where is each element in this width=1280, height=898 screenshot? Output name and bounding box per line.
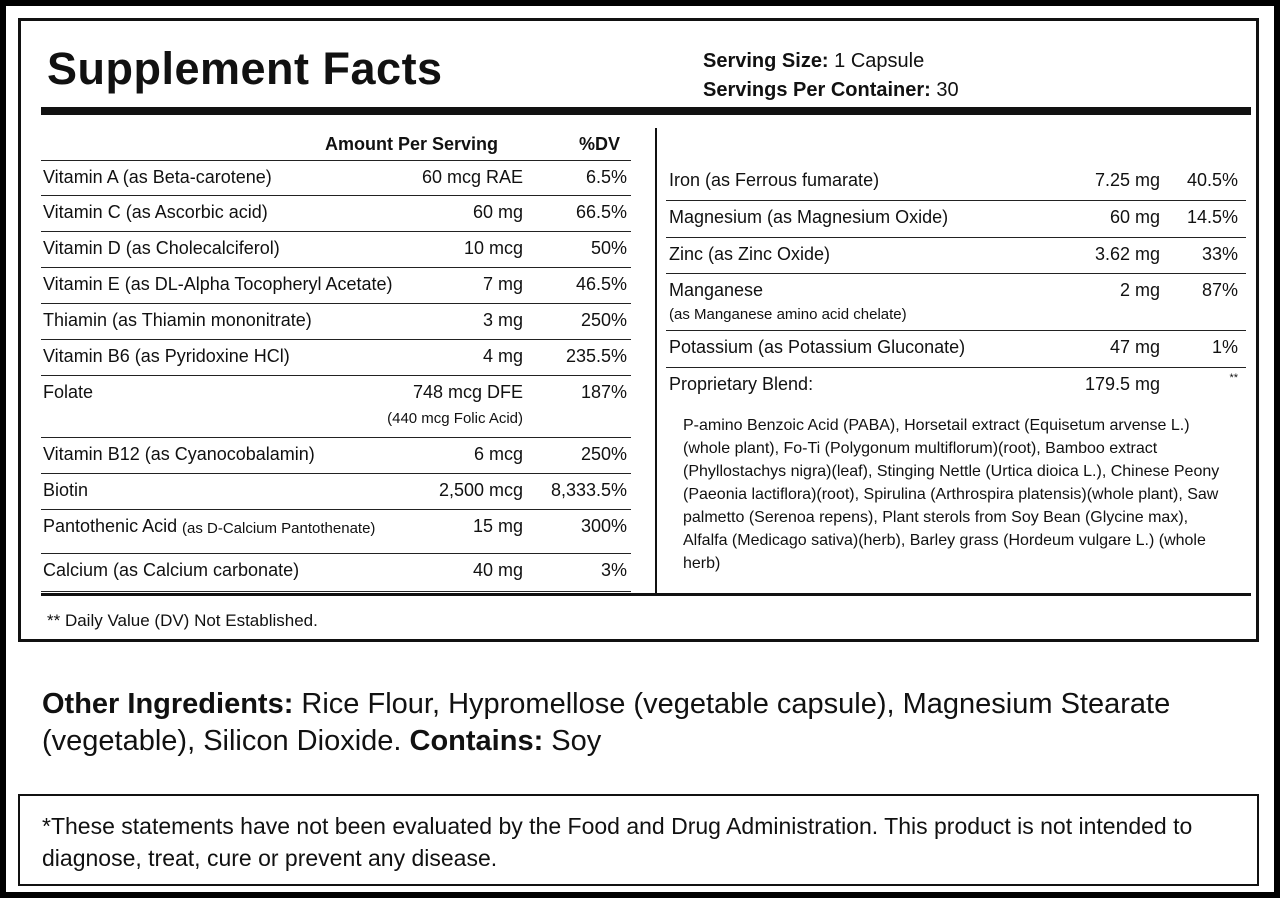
- nutrient-amount: 15 mg: [472, 516, 523, 536]
- nutrient-row: [41, 268, 631, 304]
- nutrient-row: [666, 238, 1246, 274]
- nutrient-amount: 7.25 mg: [1094, 170, 1160, 190]
- nutrient-name: Pantothenic Acid: [43, 516, 178, 536]
- panel-title: Supplement Facts: [47, 43, 443, 94]
- nutrient-dv: 33%: [1201, 244, 1238, 264]
- nutrient-amount: 60 mcg RAE: [421, 167, 523, 187]
- nutrient-row: [41, 376, 631, 438]
- blend-amount: 179.5 mg: [1084, 374, 1160, 394]
- servings-per-container: [703, 76, 959, 105]
- supplement-facts-panel: [18, 18, 1259, 642]
- nutrient-row: [41, 474, 631, 510]
- nutrient-amount: 3.62 mg: [1094, 244, 1160, 264]
- nutrient-dv: 40.5%: [1186, 170, 1238, 190]
- nutrient-row: [41, 554, 631, 592]
- nutrient-amount: 10 mcg: [463, 238, 523, 258]
- nutrient-row: [41, 510, 631, 554]
- contains-label: Contains:: [409, 725, 544, 757]
- nutrient-dv: 250%: [580, 310, 627, 330]
- nutrient-amount: 3 mg: [482, 310, 523, 330]
- thick-divider: [41, 107, 1251, 115]
- nutrient-name: Magnesium (as Magnesium Oxide): [669, 207, 949, 227]
- nutrient-dv: 3%: [600, 560, 627, 580]
- dv-note: ** Daily Value (DV) Not Established.: [47, 611, 318, 630]
- label-background: [6, 6, 1274, 892]
- nutrient-row: [666, 331, 1246, 368]
- nutrient-dv: 46.5%: [575, 274, 627, 294]
- contains-text: Soy: [543, 725, 602, 757]
- nutrient-dv: 8,333.5%: [550, 480, 627, 500]
- blend-name: Proprietary Blend:: [669, 374, 814, 394]
- nutrient-amount: 2,500 mcg: [438, 480, 523, 500]
- nutrient-name: Thiamin (as Thiamin mononitrate): [43, 310, 312, 330]
- nutrient-amount-sub: (440 mcg Folic Acid): [387, 410, 523, 427]
- nutrient-amount: 60 mg: [1109, 207, 1160, 227]
- other-ingredients: [42, 686, 1252, 760]
- nutrient-row: [41, 232, 631, 268]
- other-ingredients-label: Other Ingredients:: [42, 688, 294, 720]
- serving-info: [703, 47, 959, 105]
- nutrient-name: Vitamin D (as Cholecalciferol): [43, 238, 280, 258]
- nutrient-row: [41, 160, 631, 196]
- blend-ingredients: P-amino Benzoic Acid (PABA), Horsetail extract (Equisetum arvense L.)(whole plant), Fo-Ti (Polygonum multiflorum)(root), Bamboo extract (Phyllostachys nigra)(leaf), Stinging Nettle (Urtica dioica L.), Chinese Peony (Paeonia lactiflora)(root), Spirulina (Arthrospira platensis)(whole plant), Saw palmetto (Serenoa repens), Plant sterols from Soy Bean (Glycine max), Alfalfa (Medicago sativa)(herb), Barley grass (Hordeum vulgare L.) (whole herb): [683, 417, 1220, 572]
- nutrient-dv: 235.5%: [565, 346, 627, 366]
- nutrient-dv: 250%: [580, 444, 627, 464]
- nutrient-dv: 300%: [580, 516, 627, 536]
- nutrient-name: Vitamin E (as DL-Alpha Tocopheryl Acetate): [43, 274, 393, 294]
- nutrient-row: [41, 340, 631, 376]
- nutrient-amount: 47 mg: [1109, 337, 1160, 357]
- nutrient-amount: 748 mcg DFE: [412, 382, 523, 402]
- nutrient-dv: 66.5%: [575, 202, 627, 222]
- nutrient-name: Vitamin C (as Ascorbic acid): [43, 202, 268, 222]
- nutrient-name-sub: (as D-Calcium Pantothenate): [182, 520, 376, 537]
- nutrient-name: Iron (as Ferrous fumarate): [669, 170, 880, 190]
- bottom-divider: [41, 593, 1251, 596]
- serving-size-label: Serving Size:: [703, 50, 829, 72]
- nutrient-dv: 14.5%: [1186, 207, 1238, 227]
- nutrient-amount: 40 mg: [472, 560, 523, 580]
- amount-header: Amount Per Serving: [325, 134, 499, 154]
- column-divider: [655, 128, 657, 596]
- nutrient-row: [666, 201, 1246, 238]
- nutrient-dv: 50%: [590, 238, 627, 258]
- nutrient-name: Vitamin A (as Beta-carotene): [43, 167, 272, 187]
- servings-per-container-value: 30: [930, 79, 959, 101]
- nutrient-row: [666, 274, 1246, 331]
- nutrient-dv: 87%: [1201, 280, 1238, 300]
- other-ingredients-text: Rice Flour, Hypromellose (vegetable capsule), Magnesium Stearate (vegetable), Silicon Dioxide.: [42, 688, 1171, 757]
- proprietary-blend-row: [666, 368, 1246, 404]
- dv-header: %DV: [579, 134, 621, 154]
- nutrient-row: [41, 304, 631, 340]
- nutrient-name: Calcium (as Calcium carbonate): [43, 560, 300, 580]
- nutrient-name: Manganese: [669, 280, 764, 300]
- serving-size: [703, 47, 959, 76]
- nutrient-row: [41, 438, 631, 474]
- nutrient-name: Biotin: [43, 480, 89, 500]
- nutrient-name: Folate: [43, 382, 94, 402]
- nutrient-name: Zinc (as Zinc Oxide): [669, 244, 831, 264]
- serving-size-value: 1 Capsule: [828, 50, 925, 72]
- fda-disclaimer: *These statements have not been evaluated by the Food and Drug Administration. This product is not intended to diagnose, treat, cure or prevent any disease.: [18, 794, 1259, 886]
- nutrient-amount: 60 mg: [472, 202, 523, 222]
- nutrient-amount: 2 mg: [1119, 280, 1160, 300]
- nutrient-amount: 7 mg: [482, 274, 523, 294]
- nutrient-row: [666, 164, 1246, 201]
- nutrient-row: [41, 196, 631, 232]
- nutrient-dv: 6.5%: [585, 167, 627, 187]
- nutrient-amount: 4 mg: [482, 346, 523, 366]
- blend-dv: **: [1229, 372, 1238, 384]
- left-nutrient-column: [41, 128, 631, 593]
- nutrient-name-sub: (as Manganese amino acid chelate): [669, 306, 907, 323]
- nutrient-name: Vitamin B12 (as Cyanocobalamin): [43, 444, 315, 464]
- servings-per-container-label: Servings Per Container:: [703, 79, 931, 101]
- nutrient-dv: 1%: [1211, 337, 1238, 357]
- nutrient-amount: 6 mcg: [473, 444, 523, 464]
- nutrient-dv: 187%: [580, 382, 627, 402]
- nutrient-name: Vitamin B6 (as Pyridoxine HCl): [43, 346, 290, 366]
- nutrient-name: Potassium (as Potassium Gluconate): [669, 337, 966, 357]
